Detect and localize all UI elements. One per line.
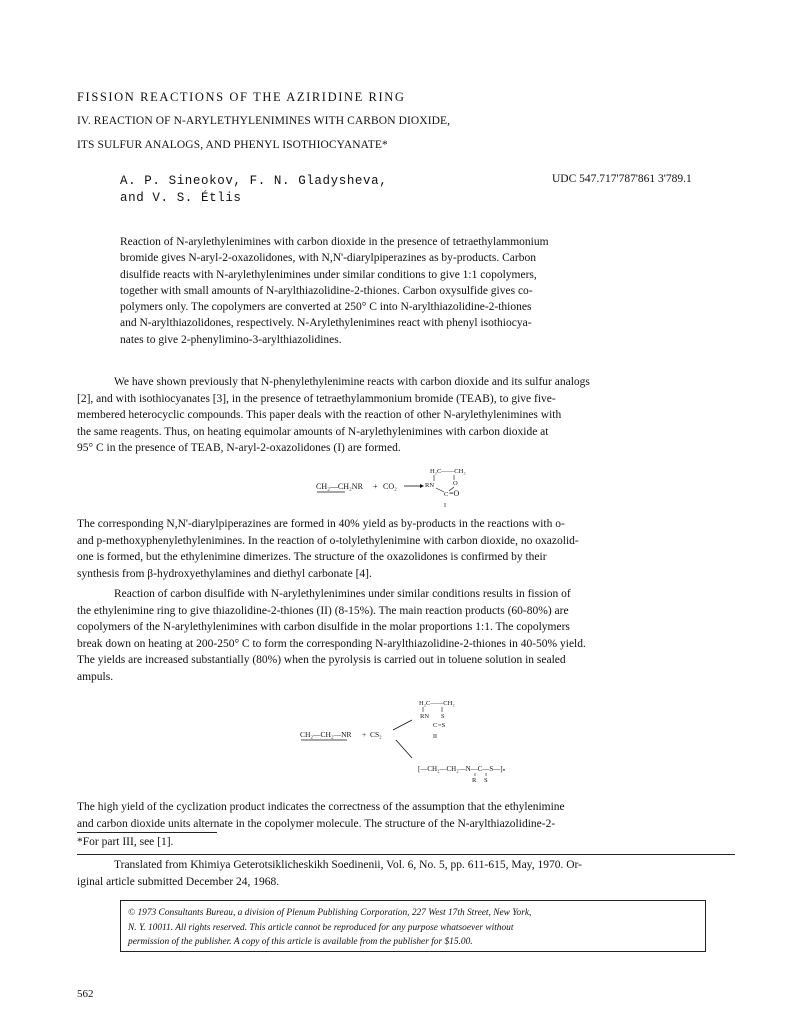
paragraph-line: [2], and with isothiocyanates [3], in the presence of tetraethylammonium bromide (TEAB), to give five-: [77, 392, 556, 405]
page-number: 562: [77, 988, 94, 1000]
scheme2-polymer: [—CH₂—CH₂—N—C—S—]ₙ: [418, 765, 506, 773]
paragraph-line: break down on heating at 200-250° C to form the corresponding N-arylthiazolidine-2-thiones in 40-50% yield.: [77, 637, 586, 650]
paragraph-line: The high yield of the cyclization product indicates the correctness of the assumption that the ethylenimine: [77, 801, 565, 813]
scheme1-plus: +: [373, 482, 378, 491]
translation-line: iginal article submitted December 24, 1968.: [77, 876, 280, 888]
scheme2-reagent: CS₂: [370, 730, 382, 739]
abstract-line: Reaction of N-arylethylenimines with carbon dioxide in the presence of tetraethylammonium: [120, 236, 549, 248]
authors-line-1: A. P. Sineokov, F. N. Gladysheva,: [120, 174, 388, 188]
paragraph-4: [77, 799, 565, 832]
paragraph-3: [77, 586, 586, 686]
paragraph-line: 95° C in the presence of TEAB, N-aryl-2-oxazolidones (I) are formed.: [77, 442, 401, 455]
copyright-line: permission of the publisher. A copy of this article is available from the publisher for $15.00.: [128, 937, 473, 947]
copyright-text: [128, 906, 531, 950]
article-title: FISSION REACTIONS OF THE AZIRIDINE RING: [77, 90, 406, 104]
scheme2-label: II: [433, 734, 437, 740]
article-subtitle-line-2: ITS SULFUR ANALOGS, AND PHENYL ISOTHIOCYANATE*: [77, 139, 388, 151]
abstract-line: polymers only. The copolymers are converted at 250° C into N-arylthiazolidine-2-thiones: [120, 301, 532, 314]
translation-rule: [77, 854, 735, 855]
reaction-scheme-1: [300, 462, 500, 512]
copyright-line: N. Y. 10011. All rights reserved. This article cannot be reproduced for any purpose whatsoever without: [128, 922, 514, 933]
scheme2-ring-c: C: [433, 722, 438, 729]
scheme1-ring-top: H₂C——CH₂: [430, 468, 466, 475]
paragraph-line: and carbon dioxide units alternate in the copolymer molecule. The structure of the N-arylthiazolidine-2-: [77, 817, 556, 830]
paragraph-line: The corresponding N,N'-diarylpiperazines are formed in 40% yield as by-products in the reactions with o-: [77, 518, 565, 530]
scheme1-ring-o: O: [453, 480, 458, 487]
copyright-line: © 1973 Consultants Bureau, a division of Plenum Publishing Corporation, 227 West 17th Street, New York,: [128, 908, 532, 918]
paragraph-line: one is formed, but the ethylenimine dimerizes. The structure of the oxazolidones is confirmed by their: [77, 551, 547, 564]
paragraph-1: [77, 374, 590, 457]
paragraph-line: the ethylenimine ring to give thiazolidine-2-thiones (II) (8-15%). The main reaction products (60-80%) are: [77, 604, 569, 617]
abstract: [120, 234, 726, 348]
paragraph-2: [77, 516, 579, 582]
paragraph-line: the same reagents. Thus, on heating equimolar amounts of N-arylethylenimines with carbon dioxide at: [77, 425, 549, 438]
abstract-line: together with small amounts of N-arylthiazolidine-2-thiones. Carbon oxysulfide gives co-: [120, 284, 533, 297]
authors-line-2: and V. S. Étlis: [120, 191, 242, 205]
footnote-rule: [77, 832, 217, 833]
udc-code: UDC 547.717'787'861 3'789.1: [552, 173, 692, 185]
abstract-line: bromide gives N-aryl-2-oxazolidones, with N,N'-diarylpiperazines as by-products. Carbon: [120, 252, 536, 265]
paragraph-line: We have shown previously that N-phenylethylenimine reacts with carbon dioxide and its sulfur analogs: [114, 376, 590, 388]
scheme1-ring-c: C: [444, 491, 449, 498]
scheme2-polymer-s: S: [484, 777, 488, 782]
paragraph-line: and p-methoxyphenylethylenimines. In the reaction of o-tolylethylenimine with carbon dioxide, no oxazolid-: [77, 534, 579, 547]
scheme2-plus: +: [362, 730, 367, 739]
scheme1-ring-n: RN: [425, 482, 435, 489]
abstract-line: and N-arylthiazolidones, respectively. N-Arylethylenimines react with phenyl isothiocya-: [120, 317, 532, 330]
paragraph-line: synthesis from β-hydroxyethylamines and diethyl carbonate [4].: [77, 567, 372, 580]
paragraph-line: The yields are increased substantially (80%) when the pyrolysis is carried out in toluene solution in sealed: [77, 654, 566, 667]
paragraph-line: Reaction of carbon disulfide with N-arylethylenimines under similar conditions results in fission of: [114, 588, 571, 600]
translation-line: Translated from Khimiya Geterotsiklicheskikh Soedinenii, Vol. 6, No. 5, pp. 611-615, May, 1970. Or-: [114, 859, 582, 871]
scheme1-reagent: CO₂: [383, 482, 397, 491]
reaction-arrow-up: [393, 720, 412, 730]
paragraph-line: ampuls.: [77, 670, 114, 683]
scheme1-ring-co: =O: [449, 489, 460, 498]
translation-note: [77, 857, 737, 891]
scheme2-ring-cs: =S: [438, 722, 446, 729]
paragraph-line: copolymers of the N-arylethylenimines with carbon disulfide in the molar proportions 1:1. The copolymers: [77, 621, 570, 634]
scheme2-ring-top: H₂C——CH₂: [419, 700, 455, 707]
article-subtitle-line-1: IV. REACTION OF N-ARYLETHYLENIMINES WITH CARBON DIOXIDE,: [77, 115, 451, 127]
scheme2-ring-n: RN: [420, 713, 430, 720]
paragraph-line: membered heterocyclic compounds. This paper deals with the reaction of other N-arylethylenimines with: [77, 409, 562, 422]
footnote: *For part III, see [1].: [77, 836, 174, 848]
abstract-line: disulfide reacts with N-arylethylenimines under similar conditions to give 1:1 copolymers,: [120, 268, 537, 281]
scheme1-reactant: CH₂—CH₂NR: [316, 482, 363, 491]
scheme2-ring-s: S: [441, 713, 445, 720]
reaction-scheme-2: [290, 692, 550, 782]
scheme2-polymer-r: R: [472, 777, 477, 782]
authors: [120, 173, 387, 207]
scheme2-reactant: CH₂—CH₂—NR: [300, 730, 352, 739]
scheme1-label: I: [444, 503, 446, 509]
abstract-line: nates to give 2-phenylimino-3-arylthiazolidines.: [120, 333, 342, 346]
reaction-arrow-down: [396, 740, 412, 758]
